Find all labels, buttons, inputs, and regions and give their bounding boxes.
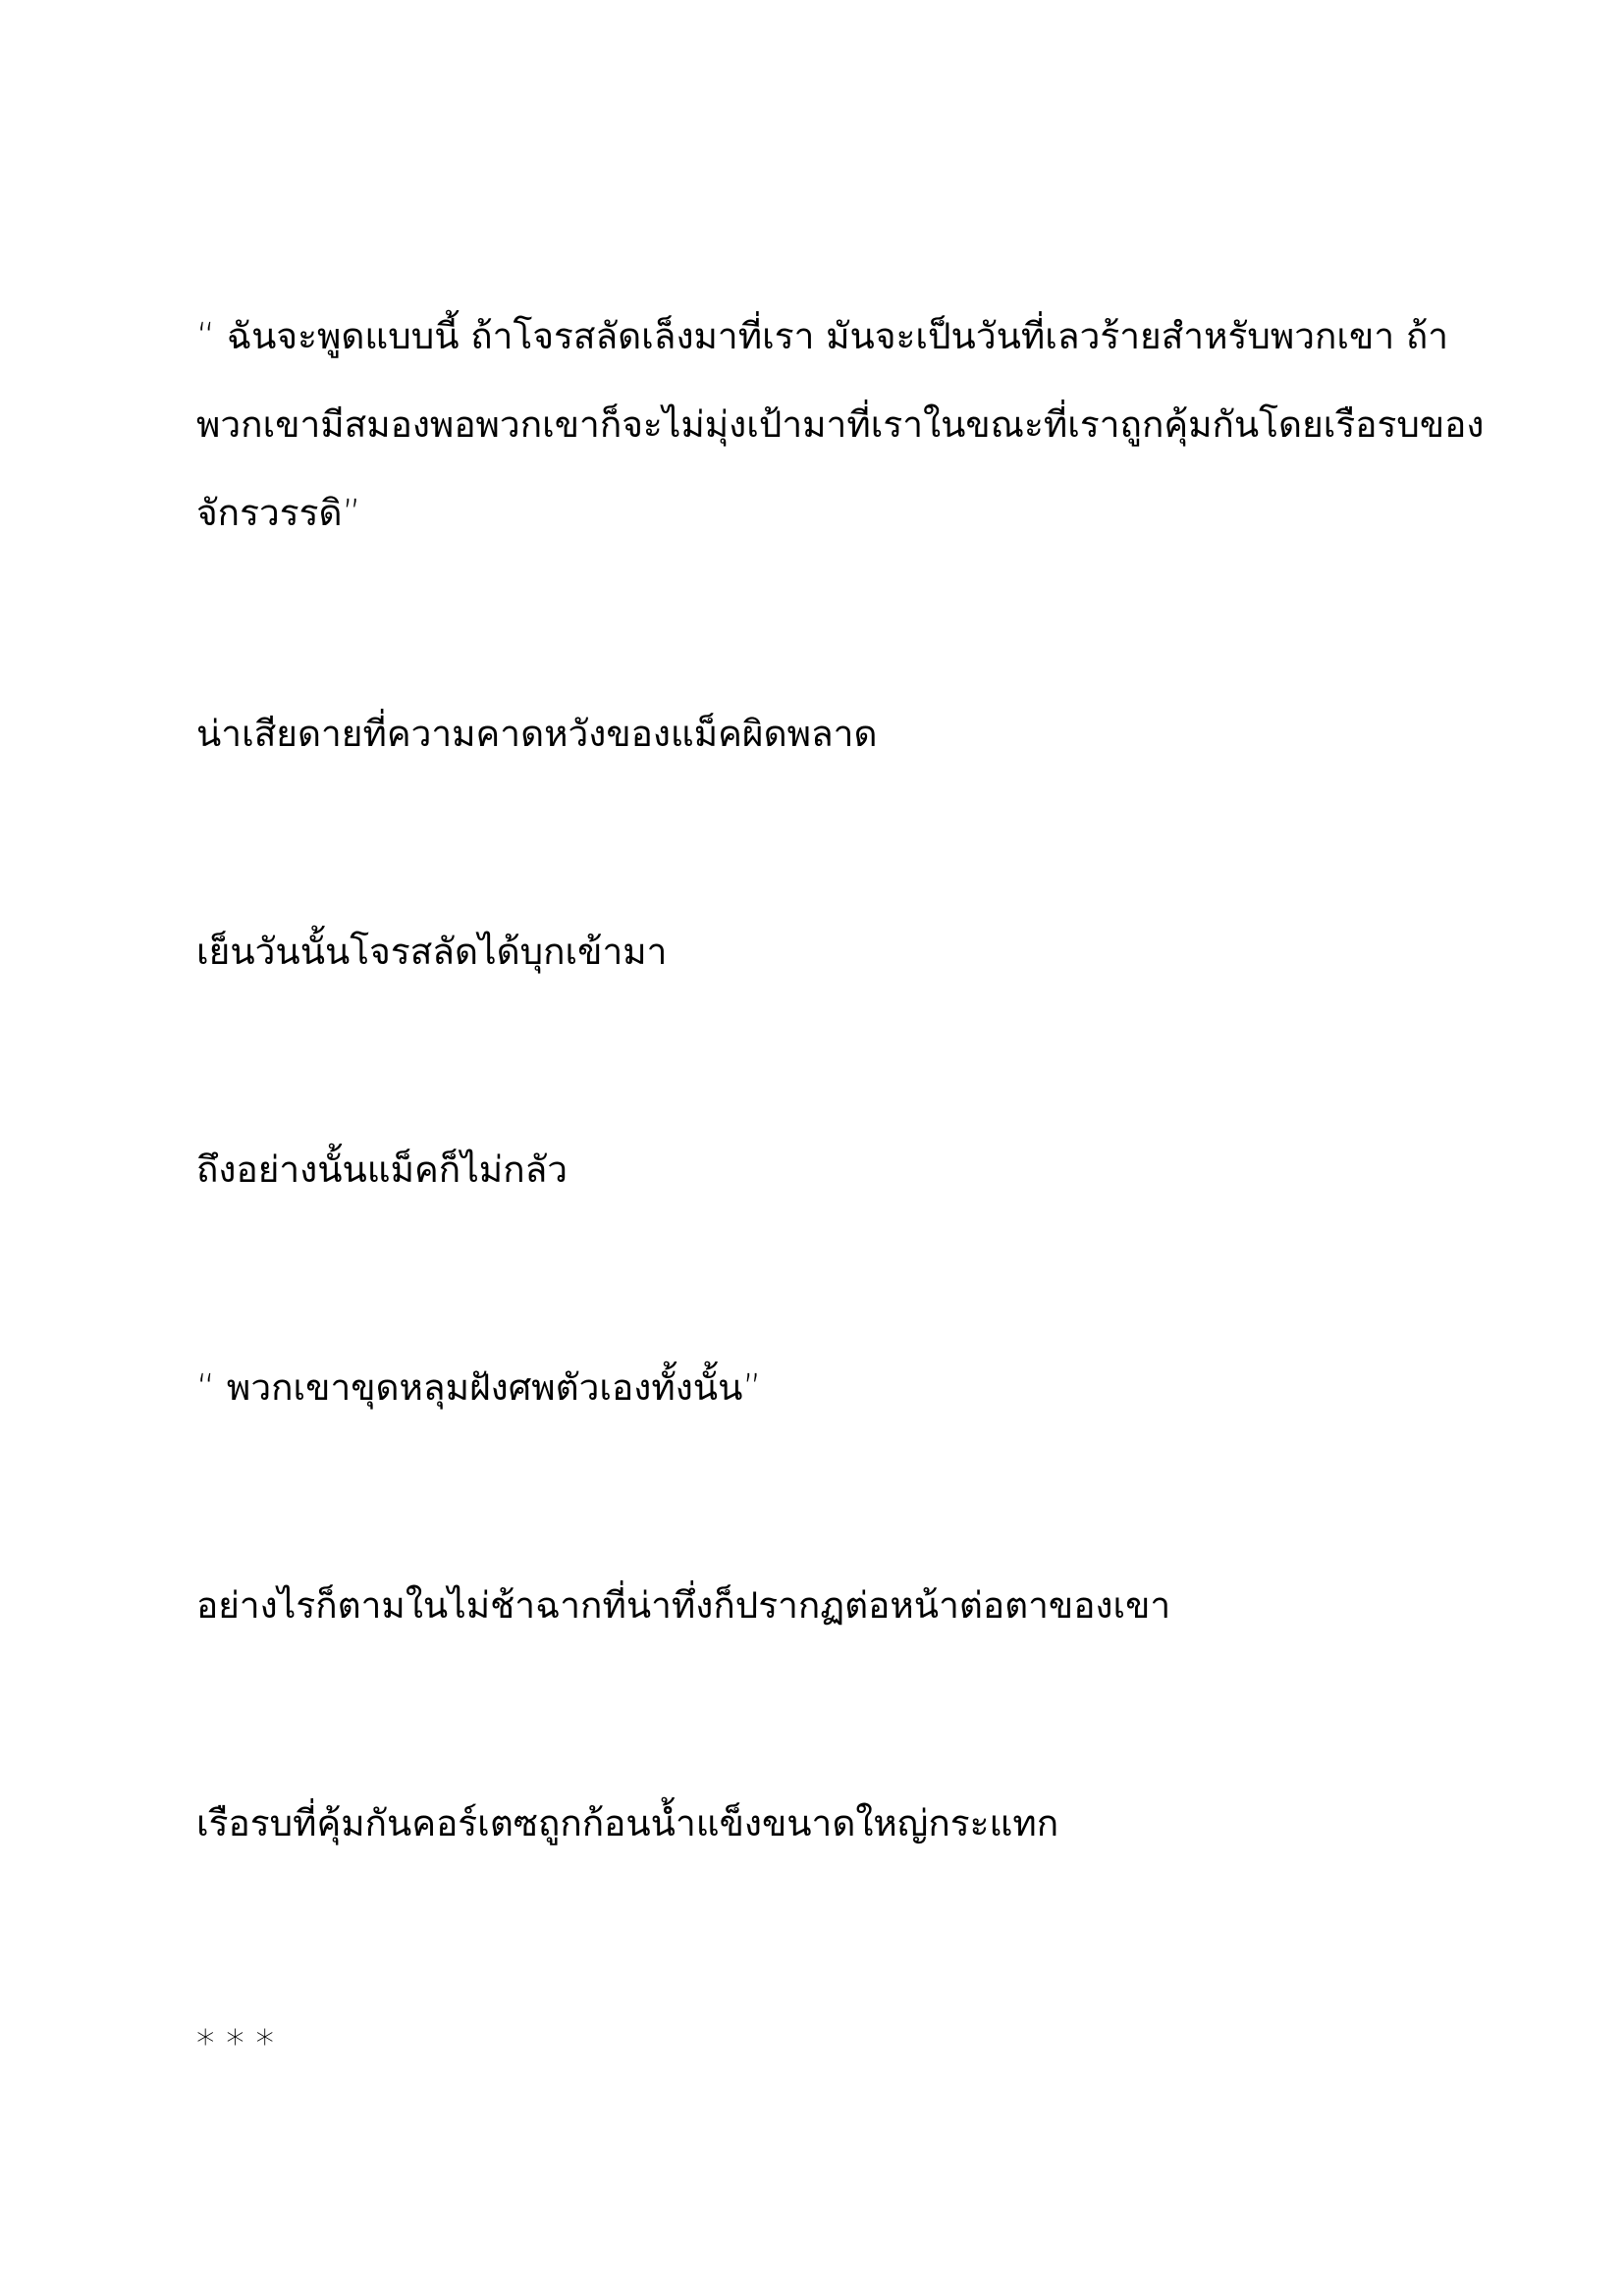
- paragraph-6: อย่างไรก็ตามในไม่ช้าฉากที่น่าทึ่งก็ปรากฏต่อหน้าต่อตาของเขา: [196, 1584, 1171, 1627]
- section-break: * * *: [196, 2022, 275, 2064]
- text-line: “ ฉันจะพูดแบบนี้ ถ้าโจรสลัดเล็งมาที่เรา มันจะเป็นวันที่เลวร้ายสำหรับพวกเขา ถ้า: [196, 315, 1449, 357]
- paragraph-dialogue-2: “ พวกเขาขุดหลุมฝังศพตัวเองทั้งนั้น”: [196, 1366, 762, 1409]
- paragraph-7: เรือรบที่คุ้มกันคอร์เตซถูกก้อนน้ำแข็งขนาดใหญ่กระแทก: [196, 1802, 1059, 1844]
- paragraph-dialogue-1: [196, 293, 1485, 558]
- text-line: จักรวรรดิ”: [196, 492, 361, 534]
- paragraph-3: เย็นวันนั้นโจรสลัดได้บุกเข้ามา: [196, 931, 668, 973]
- text-line: พวกเขามีสมองพอพวกเขาก็จะไม่มุ่งเป้ามาที่เราในขณะที่เราถูกคุ้มกันโดยเรือรบของ: [196, 403, 1485, 446]
- paragraph-2: น่าเสียดายที่ความคาดหวังของแม็คผิดพลาด: [196, 713, 878, 755]
- paragraph-4: ถึงอย่างนั้นแม็คก็ไม่กลัว: [196, 1148, 568, 1191]
